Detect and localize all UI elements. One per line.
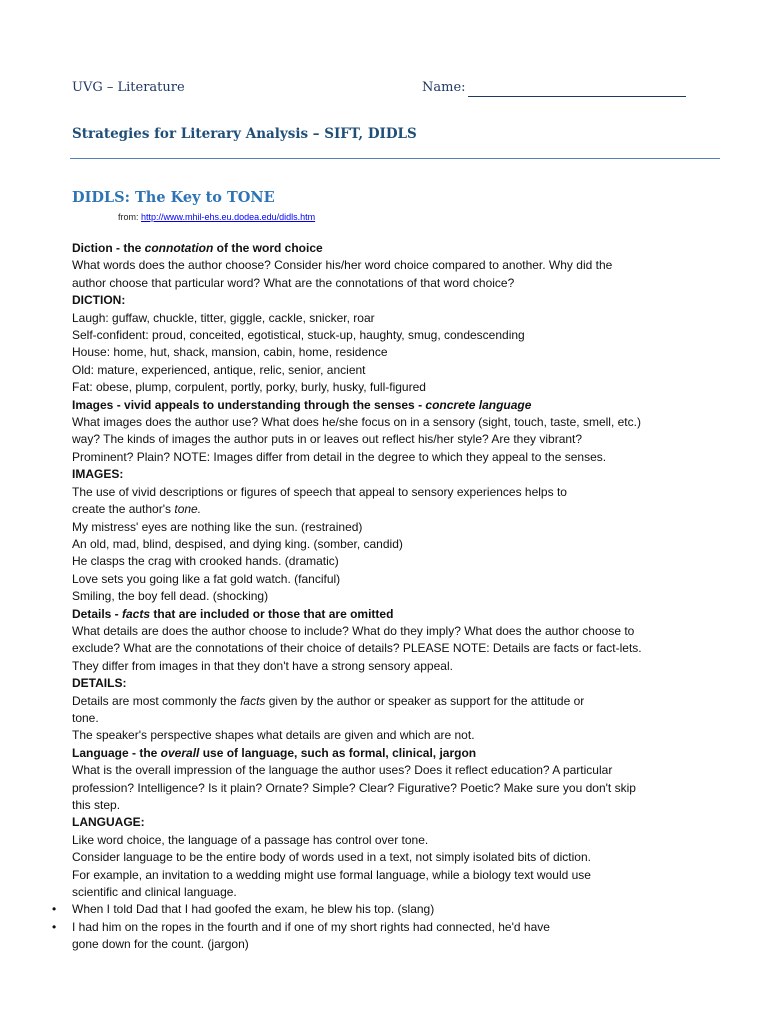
title-divider — [70, 158, 720, 159]
images-example: Love sets you going like a fat gold watch. (fanciful) — [72, 571, 341, 586]
details-desc-line: What details are does the author choose to include? What do they imply? What does the author choose to — [72, 623, 635, 638]
course-title: UVG – Literature — [72, 80, 185, 95]
language-text-line: Consider language to be the entire body of words used in a text, not simply isolated bits of diction. — [72, 850, 591, 865]
language-text-line: For example, an invitation to a wedding might use formal language, while a biology text would use — [72, 867, 591, 882]
source-prefix: from: — [118, 212, 139, 222]
images-desc-line: way? The kinds of images the author puts in or leaves out reflect his/her style? Are they vibrant? — [72, 432, 583, 447]
details-label: DETAILS: — [72, 676, 127, 691]
language-bullet-continuation: gone down for the count. (jargon) — [72, 937, 249, 952]
header-row — [72, 80, 712, 100]
details-text-line: The speaker's perspective shapes what details are given and which are not. — [72, 728, 475, 743]
images-intro-line: The use of vivid descriptions or figures of speech that appeal to sensory experiences helps to — [72, 484, 567, 499]
language-desc-line: this step. — [72, 798, 121, 812]
language-label: LANGUAGE: — [72, 815, 145, 830]
section-heading: DIDLS: The Key to TONE — [72, 189, 275, 206]
document-body — [52, 240, 722, 954]
name-blank-line[interactable] — [468, 96, 686, 97]
images-intro-line: create the author's tone. — [72, 502, 202, 517]
language-text-line: scientific and clinical language. — [72, 885, 237, 900]
images-heading: Images - vivid appeals to understanding through the senses - concrete language — [72, 397, 532, 412]
language-desc-line: profession? Intelligence? Is it plain? Ornate? Simple? Clear? Figurative? Poetic? Make sure you don't skip — [72, 780, 636, 795]
images-example: He clasps the crag with crooked hands. (dramatic) — [72, 554, 339, 569]
details-text-line: tone. — [72, 710, 99, 725]
diction-example: Laugh: guffaw, chuckle, titter, giggle, cackle, snicker, roar — [72, 310, 375, 325]
diction-label: DICTION: — [72, 293, 126, 308]
source-line — [118, 212, 315, 222]
diction-example: Old: mature, experienced, antique, relic, senior, ancient — [72, 362, 366, 377]
images-label: IMAGES: — [72, 467, 124, 482]
diction-heading: Diction - the connotation of the word choice — [72, 241, 323, 255]
language-desc-line: What is the overall impression of the language the author uses? Does it reflect education? A particular — [72, 763, 613, 778]
images-desc-line: Prominent? Plain? NOTE: Images differ from detail in the degree to which they appeal to the senses. — [72, 449, 607, 464]
details-heading: Details - facts that are included or those that are omitted — [72, 606, 394, 621]
name-label: Name: — [422, 80, 466, 95]
language-bullet-item: • I had him on the ropes in the fourth and if one of my short rights had connected, he'd have — [72, 919, 722, 936]
details-text-line: Details are most commonly the facts given by the author or speaker as support for the attitude or — [72, 693, 585, 708]
language-bullet-item: • When I told Dad that I had goofed the exam, he blew his top. (slang) — [72, 901, 722, 918]
details-desc-line: exclude? What are the connotations of their choice of details? PLEASE NOTE: Details are facts or fact-lets. — [72, 641, 642, 656]
diction-desc-line: author choose that particular word? What are the connotations of that word choice? — [72, 275, 515, 290]
bullet-dot-icon: • — [52, 902, 57, 917]
bullet-dot-icon: • — [52, 919, 57, 934]
source-link[interactable]: http://www.mhil-ehs.eu.dodea.edu/didls.htm — [141, 212, 316, 222]
language-text-line: Like word choice, the language of a passage has control over tone. — [72, 832, 429, 847]
page-title: Strategies for Literary Analysis – SIFT, DIDLS — [72, 126, 417, 142]
diction-example: House: home, hut, shack, mansion, cabin, home, residence — [72, 345, 388, 360]
images-example: Smiling, the boy fell dead. (shocking) — [72, 589, 269, 604]
diction-desc-line: What words does the author choose? Consider his/her word choice compared to another. Why did the — [72, 258, 613, 273]
images-example: My mistress' eyes are nothing like the sun. (restrained) — [72, 519, 363, 534]
images-desc-line: What images does the author use? What does he/she focus on in a sensory (sight, touch, taste, smell, etc.) — [72, 415, 641, 430]
images-example: An old, mad, blind, despised, and dying king. (somber, candid) — [72, 536, 403, 551]
diction-example: Fat: obese, plump, corpulent, portly, porky, burly, husky, full-figured — [72, 380, 426, 395]
details-desc-line: They differ from images in that they don't have a strong sensory appeal. — [72, 658, 453, 673]
diction-example: Self-confident: proud, conceited, egotistical, stuck-up, haughty, smug, condescending — [72, 328, 525, 343]
language-heading: Language - the overall use of language, such as formal, clinical, jargon — [72, 745, 477, 760]
